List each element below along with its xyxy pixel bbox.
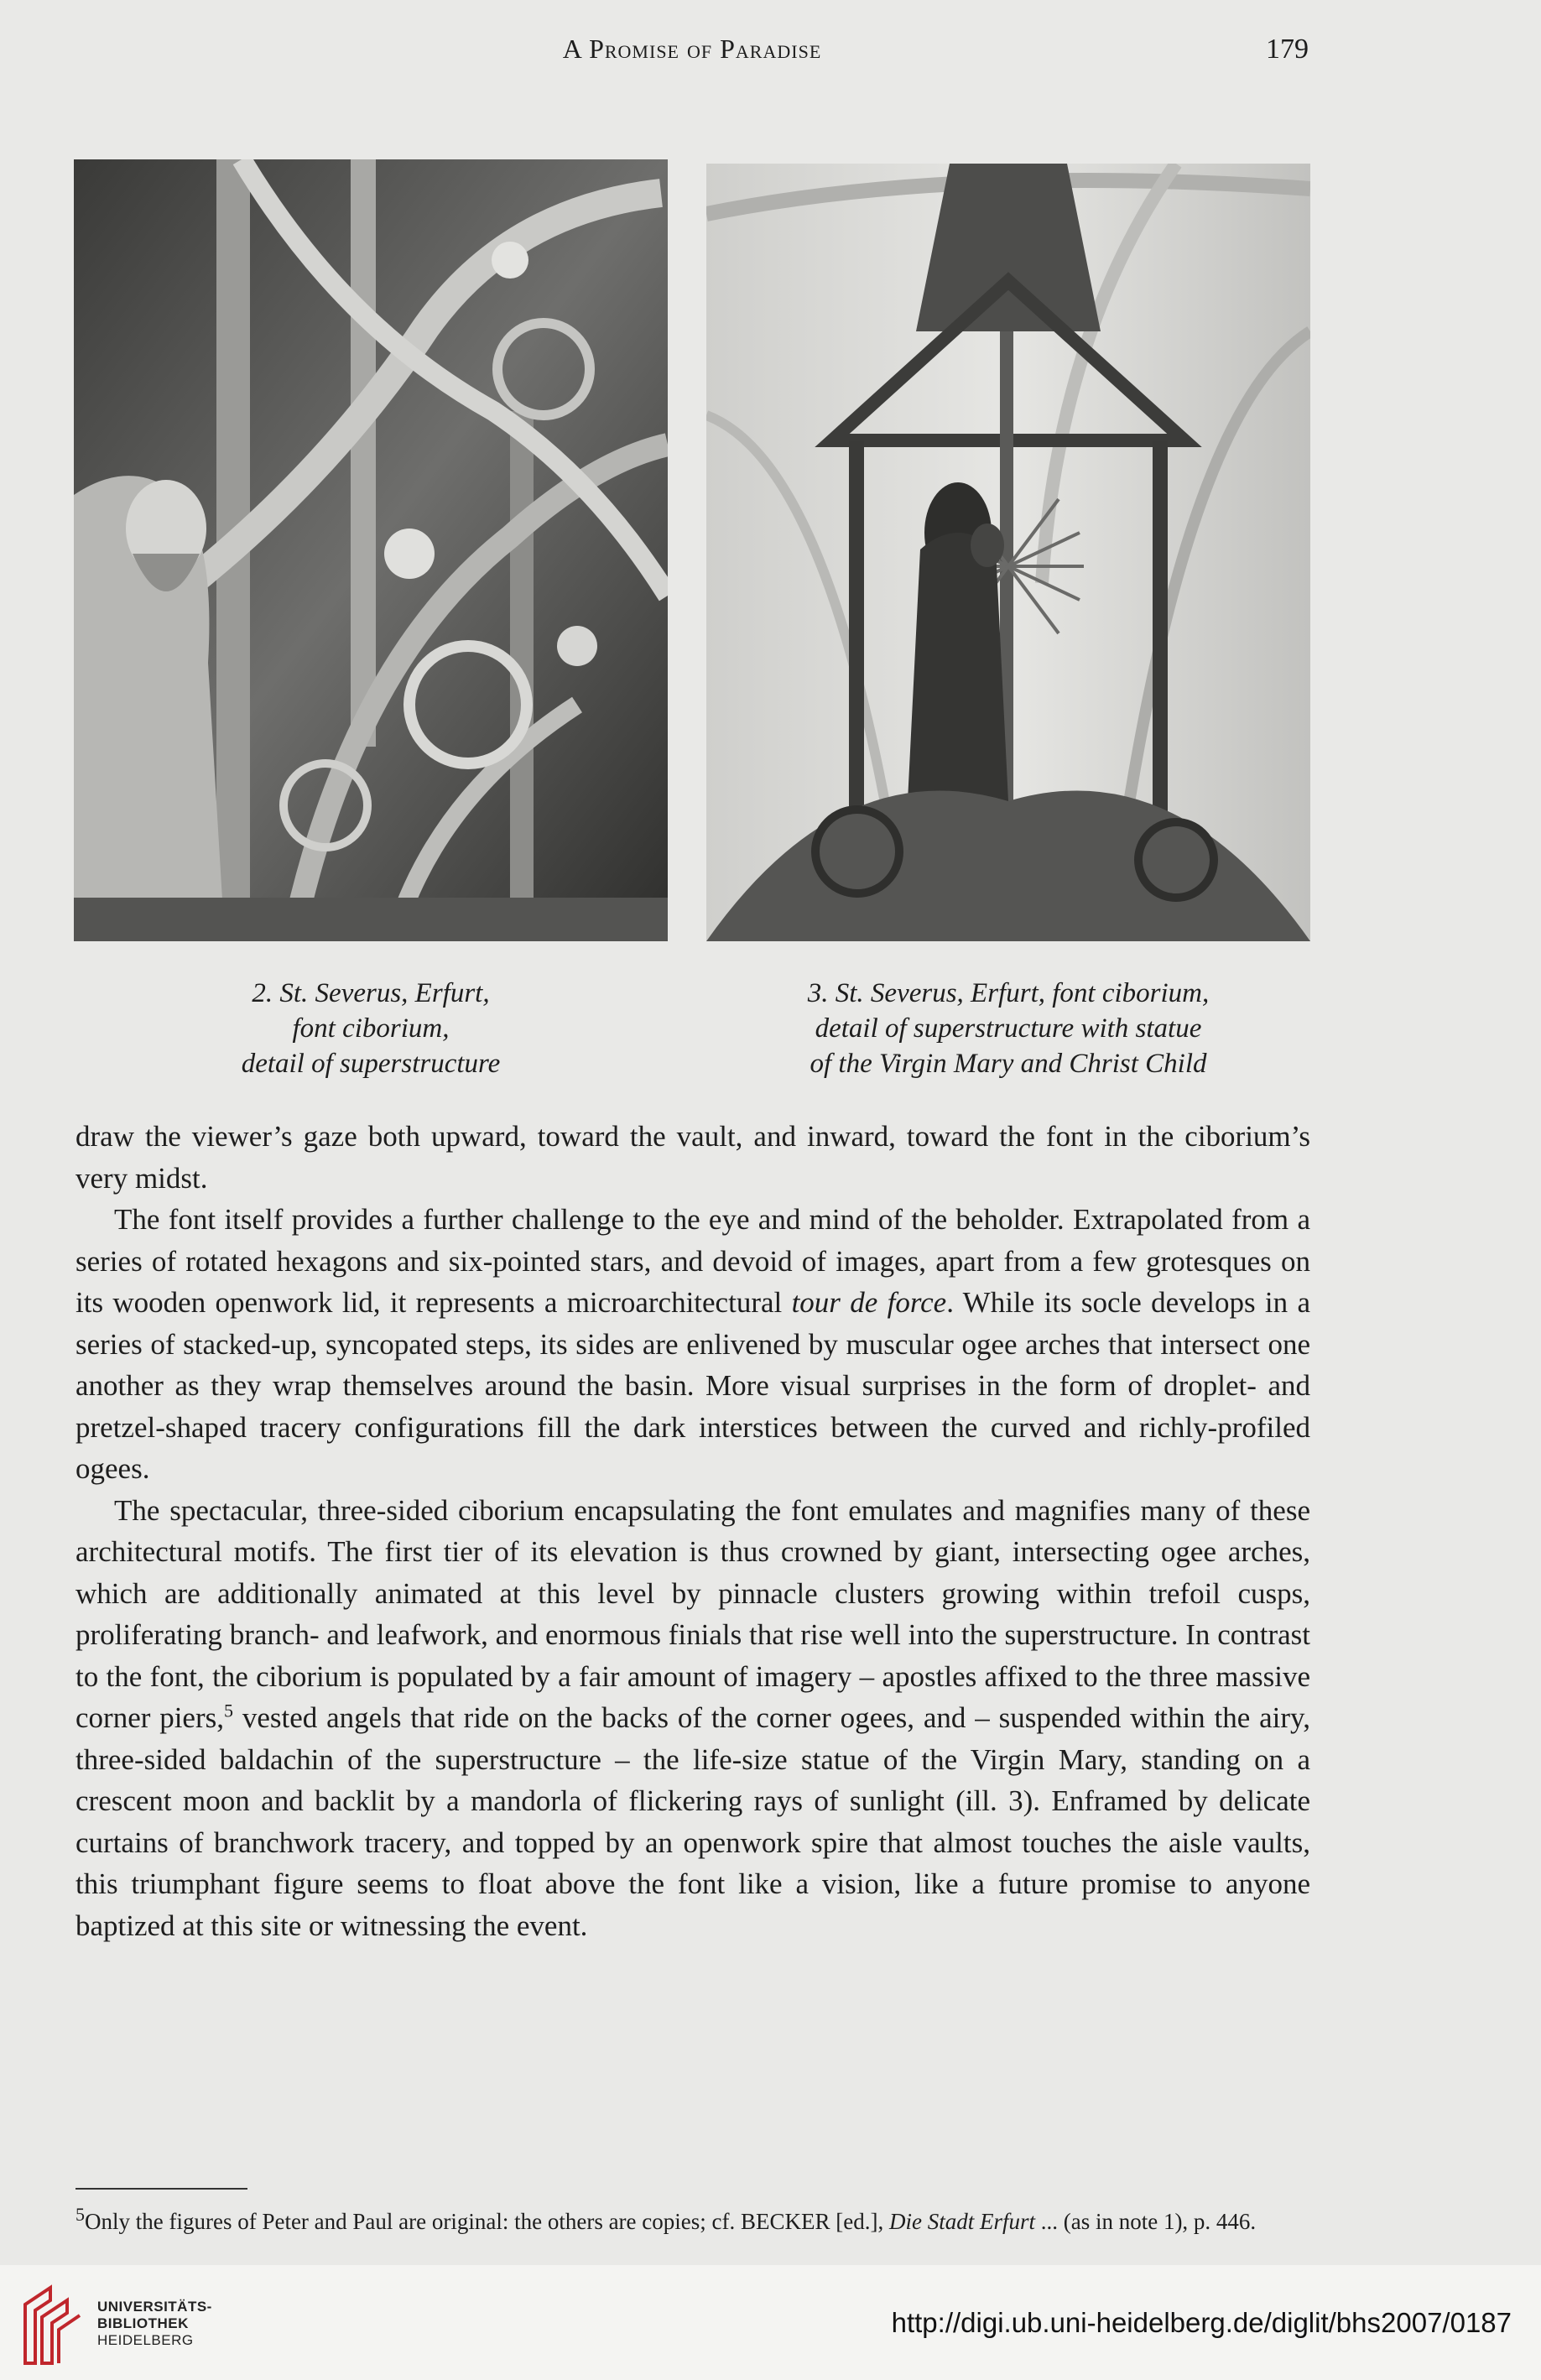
paragraph: [75, 1199, 1310, 1490]
paragraph-text: . While its socle develops in a series of stacked-up, syncopated steps, its sides are enlivened by muscular ogee arches that intersect one another as they wrap themselves around the basin. More visual surprises in the form of droplet- and pretzel-shaped tracery configurations fill the dark interstices between the curved and richly-profiled ogees.: [75, 1286, 1310, 1485]
caption-line: of the Virgin Mary and Christ Child: [810, 1049, 1207, 1079]
footnote-text: ... (as in note 1), p. 446.: [1034, 2209, 1257, 2234]
figure-3-caption: [706, 976, 1310, 1081]
figure-2-caption: [74, 976, 668, 1081]
caption-line: detail of superstructure: [241, 1049, 501, 1079]
footnote-text: Only the figures of Peter and Paul are original: the others are copies; cf. BECKER [ed.],: [85, 2209, 889, 2234]
footnotes: [75, 2206, 1310, 2237]
body-text: [75, 1116, 1310, 1946]
running-title: A Promise of Paradise: [562, 34, 822, 64]
caption-line: 3. St. Severus, Erfurt, font ciborium,: [807, 978, 1210, 1008]
source-url-link[interactable]: http://digi.ub.uni-heidelberg.de/diglit/bhs2007/0187: [891, 2307, 1512, 2338]
running-head: [75, 34, 1309, 76]
logo-line: HEIDELBERG: [97, 2332, 194, 2348]
paragraph: draw the viewer’s gaze both upward, toward the vault, and inward, toward the font in the ciborium’s very midst.: [75, 1120, 1310, 1195]
library-logo-text: [97, 2299, 212, 2349]
footnote-reference[interactable]: 5: [224, 1700, 233, 1721]
italic-phrase: tour de force: [791, 1286, 947, 1319]
paragraph: [75, 1490, 1310, 1947]
library-logo[interactable]: [17, 2284, 268, 2367]
paragraph-text: The spectacular, three-sided ciborium encapsulating the font emulates and magnifies many of these architectural motifs. The first tier of its elevation is thus crowned by giant, intersecting ogee arches, which are additionally animated at this level by pinnacle clusters growing within trefoil cusps, proliferating branch- and leafwork, and enormous finials that rise well into the superstructure. In contrast to the font, the ciborium is populated by a fair amount of imagery – apostles affixed to the three massive corner piers,: [75, 1493, 1310, 1734]
logo-line: BIBLIOTHEK: [97, 2315, 189, 2331]
page-number: 179: [1266, 34, 1309, 65]
caption-line: detail of superstructure with statue: [815, 1013, 1202, 1044]
footnote-rule: [75, 2188, 247, 2190]
caption-line: font ciborium,: [292, 1013, 450, 1044]
footnote-number: 5: [75, 2204, 85, 2225]
figure-3-photo: [706, 164, 1310, 941]
paragraph-text: The font itself provides a further challenge to the eye and mind of the beholder. Extrapolated from a series of rotated hexagons and six-pointed stars, and devoid of images, apart from a few grotesques on its wooden openwork lid, it represents a microarchitectural: [75, 1203, 1310, 1319]
footnote-italic: Die Stadt Erfurt: [888, 2209, 1035, 2234]
paragraph-text: vested angels that ride on the backs of the corner ogees, and – suspended within the airy, three-sided baldachin of the superstructure – the life-size statue of the Virgin Mary, standing on a crescent moon and backlit by a mandorla of flickering rays of sunlight (ill. 3). Enframed by delicate curtains of branchwork tracery, and topped by an openwork spire that almost touches the aisle vaults, this triumphant figure seems to float above the font like a vision, like a future promise to anyone baptized at this site or witnessing the event.: [75, 1701, 1310, 1942]
figure-2-photo: [74, 159, 668, 941]
caption-line: 2. St. Severus, Erfurt,: [252, 978, 490, 1008]
logo-line: UNIVERSITÄTS-: [97, 2299, 212, 2315]
library-logo-icon: [17, 2284, 84, 2367]
